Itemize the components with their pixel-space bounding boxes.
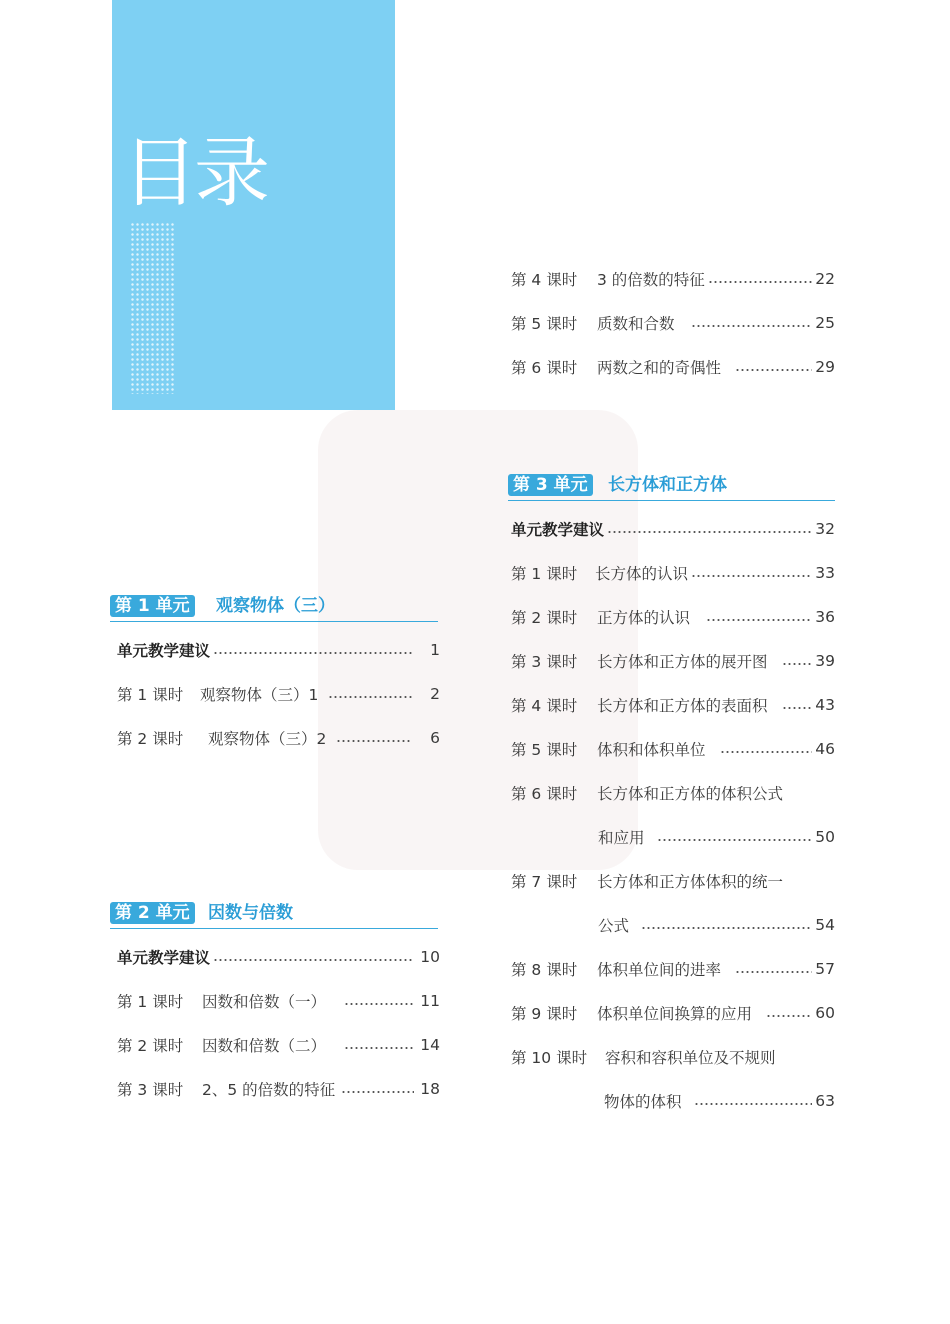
toc-entry[interactable]: 单元教学建议 32 [511, 520, 835, 539]
dot-leader [344, 1047, 414, 1049]
dot-leader [641, 927, 812, 929]
toc-entry[interactable]: 第 9 课时 体积单位间换算的应用 60 [511, 1004, 835, 1023]
dot-leader [708, 281, 812, 283]
unit-2-header [110, 902, 438, 929]
unit-3-title: 长方体和正方体 [608, 475, 727, 495]
toc-entry[interactable]: 第 4 课时 3 的倍数的特征 22 [511, 270, 835, 289]
toc-entry[interactable]: 第 10 课时 容积和容积单位及不规则 [511, 1049, 776, 1067]
dot-pattern [130, 222, 176, 394]
toc-entry[interactable]: 第 1 课时 长方体的认识 33 [511, 564, 835, 583]
unit-2-title: 因数与倍数 [208, 903, 293, 923]
dot-leader [735, 971, 812, 973]
toc-entry[interactable]: 第 5 课时 质数和合数 25 [511, 314, 835, 333]
page-title: 目录 [122, 128, 266, 217]
toc-entry[interactable]: 第 3 课时 2、5 的倍数的特征 18 [117, 1080, 440, 1099]
toc-entry[interactable]: 第 1 课时 观察物体（三）1 2 [117, 685, 440, 704]
dot-leader [735, 369, 812, 371]
toc-entry[interactable]: 第 7 课时 长方体和正方体体积的统一 [511, 873, 784, 891]
dot-leader [782, 707, 813, 709]
unit-1-badge: 第 1 单元 [110, 595, 195, 617]
dot-leader [782, 663, 813, 665]
toc-entry-continued[interactable]: 和应用 50 [598, 828, 835, 847]
dot-leader [691, 325, 813, 327]
dot-leader [213, 652, 412, 654]
dot-leader [328, 696, 412, 698]
unit-2-badge: 第 2 单元 [110, 902, 195, 924]
toc-entry-continued[interactable]: 物体的体积 63 [604, 1092, 835, 1111]
unit-3-badge: 第 3 单元 [508, 474, 593, 496]
toc-entry[interactable]: 单元教学建议 1 [117, 641, 440, 660]
toc-entry[interactable]: 第 2 课时 因数和倍数（二） 14 [117, 1036, 440, 1055]
toc-entry[interactable]: 第 3 课时 长方体和正方体的展开图 39 [511, 652, 835, 671]
unit-1-header [110, 595, 438, 622]
toc-entry[interactable]: 第 5 课时 体积和体积单位 46 [511, 740, 835, 759]
toc-entry[interactable]: 第 6 课时 两数之和的奇偶性 29 [511, 358, 835, 377]
unit-3-header [508, 474, 835, 501]
toc-entry[interactable]: 单元教学建议 10 [117, 948, 440, 967]
dot-leader [341, 1091, 414, 1093]
unit-1-title: 观察物体（三） [216, 596, 335, 616]
toc-entry[interactable]: 第 1 课时 因数和倍数（一） 11 [117, 992, 440, 1011]
hero-panel [112, 0, 395, 410]
toc-entry[interactable]: 第 2 课时 观察物体（三）2 6 [117, 729, 440, 748]
toc-entry[interactable]: 第 2 课时 正方体的认识 36 [511, 608, 835, 627]
dot-leader [657, 839, 813, 841]
dot-leader [607, 531, 812, 533]
dot-leader [691, 575, 812, 577]
dot-leader [336, 740, 412, 742]
toc-entry-continued[interactable]: 公式 54 [598, 916, 835, 935]
toc-entry[interactable]: 第 8 课时 体积单位间的进率 57 [511, 960, 835, 979]
toc-entry[interactable]: 第 6 课时 长方体和正方体的体积公式 [511, 785, 784, 803]
dot-leader [213, 959, 414, 961]
dot-leader [344, 1003, 414, 1005]
dot-leader [694, 1103, 813, 1105]
dot-leader [706, 619, 812, 621]
dot-leader [720, 751, 813, 753]
toc-entry[interactable]: 第 4 课时 长方体和正方体的表面积 43 [511, 696, 835, 715]
dot-leader [766, 1015, 812, 1017]
